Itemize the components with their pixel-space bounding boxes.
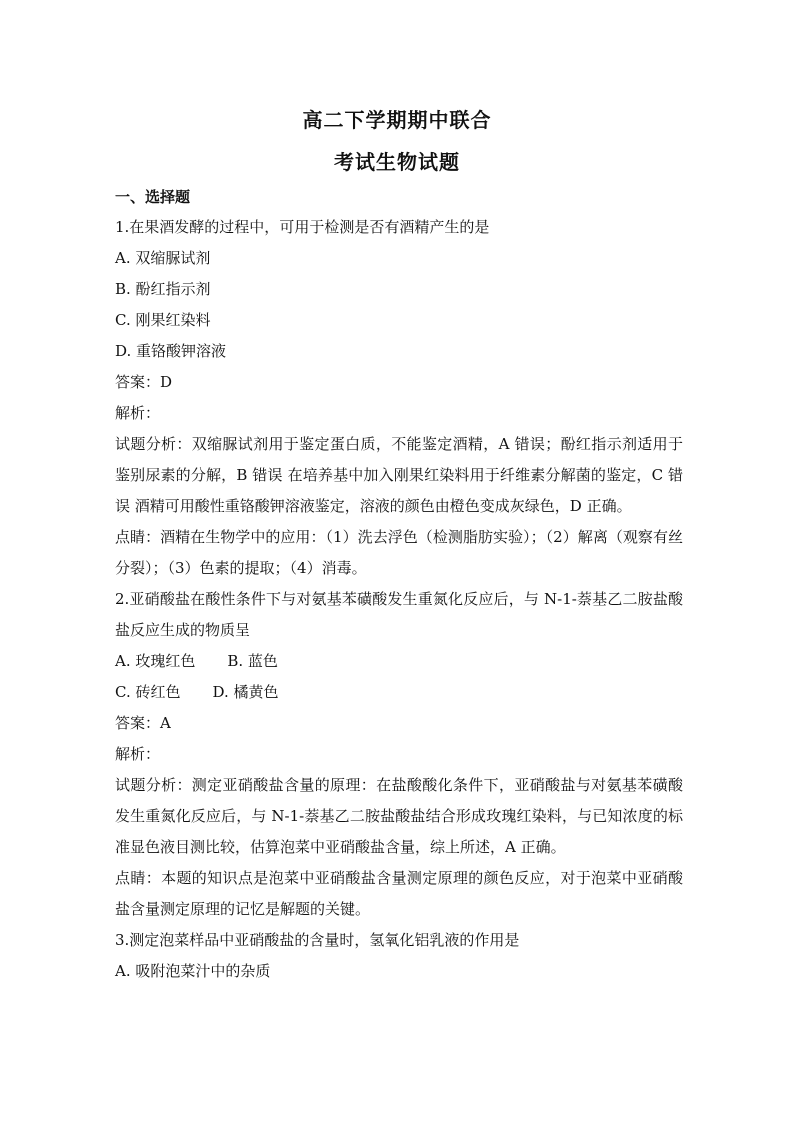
page-title: 高二下学期期中联合 <box>302 108 492 132</box>
question-3-option-a: A. 吸附泡菜汁中的杂质 <box>115 962 271 980</box>
question-1-option-c: C. 刚果红染料 <box>115 311 211 329</box>
question-2-option-c: C. 砖红色 <box>115 683 181 701</box>
document-body <box>115 183 683 987</box>
question-2-stem: 2.亚硝酸盐在酸性条件下与对氨基苯磺酸发生重氮化反应后，与 N-1-萘基乙二胺盐酸盐反应生成的物质呈 <box>115 590 683 639</box>
question-1-option-d: D. 重铬酸钾溶液 <box>115 342 227 360</box>
question-2-option-a: A. 玫瑰红色 <box>115 652 196 670</box>
question-2-analysis: 试题分析：测定亚硝酸盐含量的原理：在盐酸酸化条件下，亚硝酸盐与对氨基苯磺酸发生重氮化反应后，与 N-1-萘基乙二胺盐酸盐结合形成玫瑰红染料，与已知浓度的标准显色液目测比较，估算泡菜中亚硝酸盐含量，综上所述，A 正确。 <box>115 776 683 856</box>
question-1-option-a: A. 双缩脲试剂 <box>115 249 211 267</box>
question-3-stem: 3.测定泡菜样品中亚硝酸盐的含量时，氢氧化铝乳液的作用是 <box>115 931 520 949</box>
question-2-options-row-1 <box>115 646 683 677</box>
question-2-option-d: D. 橘黄色 <box>212 683 279 701</box>
question-1-analysis-label: 解析： <box>115 404 161 422</box>
page-subtitle: 考试生物试题 <box>334 150 460 174</box>
question-2-option-b: B. 蓝色 <box>227 652 278 670</box>
question-1-tip: 点睛：酒精在生物学中的应用：（1）洗去浮色（检测脂肪实验）；（2）解离（观察有丝分裂）；（3）色素的提取；（4）消毒。 <box>115 528 683 577</box>
question-1-stem: 1.在果酒发酵的过程中，可用于检测是否有酒精产生的是 <box>115 218 490 236</box>
section-heading: 一、选择题 <box>115 188 191 206</box>
question-2-tip: 点睛：本题的知识点是泡菜中亚硝酸盐含量测定原理的颜色反应，对于泡菜中亚硝酸盐含量测定原理的记忆是解题的关键。 <box>115 869 683 918</box>
question-1-analysis: 试题分析：双缩脲试剂用于鉴定蛋白质，不能鉴定酒精，A 错误；酚红指示剂适用于鉴别尿素的分解，B 错误 在培养基中加入刚果红染料用于纤维素分解菌的鉴定，C 错误 酒精可用酸性重铬酸钾溶液鉴定，溶液的颜色由橙色变成灰绿色，D 正确。 <box>115 435 683 515</box>
question-2-answer: 答案：A <box>115 714 171 732</box>
question-1-answer: 答案：D <box>115 373 173 391</box>
question-2-analysis-label: 解析： <box>115 745 161 763</box>
question-1-option-b: B. 酚红指示剂 <box>115 280 211 298</box>
question-2-options-row-2 <box>115 677 683 708</box>
